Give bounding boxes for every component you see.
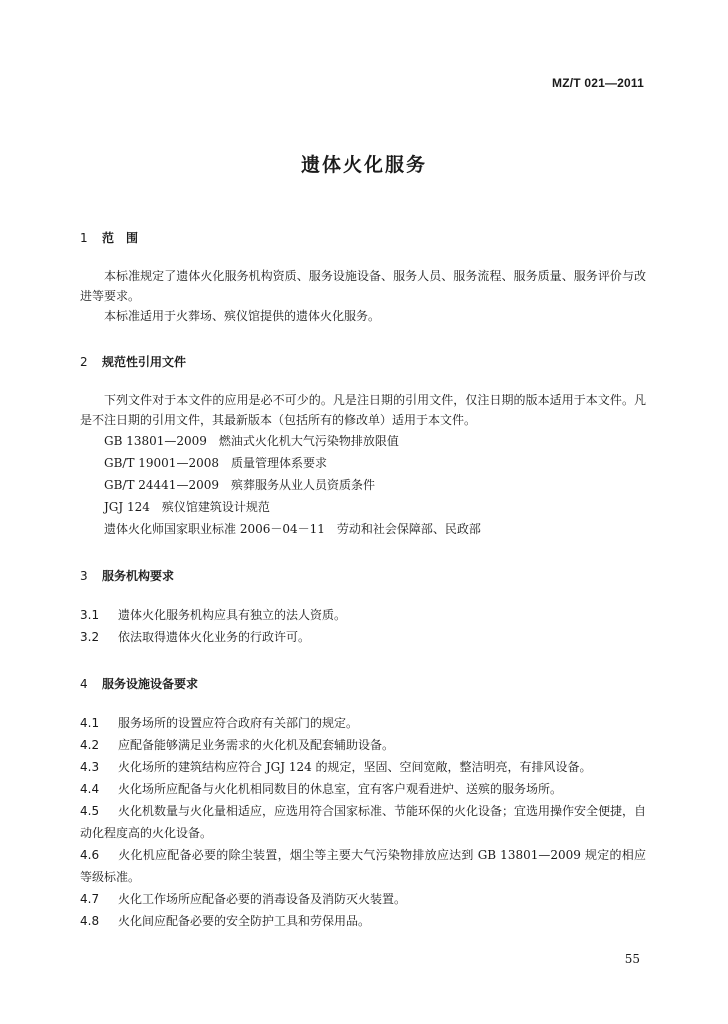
reference-item: GB 13801—2009 燃油式火化机大气污染物排放限值 xyxy=(104,434,399,448)
clause-text: 应配备能够满足业务需求的火化机及配套辅助设备。 xyxy=(118,738,395,752)
clause-text: 火化机数量与火化量相适应，应选用符合国家标准、节能环保的火化设备；宜选用操作安全便捷，自动化程度高的火化设备。 xyxy=(80,804,647,840)
clause-number: 3.2 xyxy=(80,630,100,644)
section-number: 2 xyxy=(80,355,88,369)
reference-item: GB/T 19001—2008 质量管理体系要求 xyxy=(104,456,327,470)
document-body xyxy=(80,228,646,932)
section-title: 范 围 xyxy=(102,231,139,245)
clause-item xyxy=(80,844,646,888)
section-4-heading xyxy=(80,674,646,694)
clause-number: 4.3 xyxy=(80,760,100,774)
section-1-heading xyxy=(80,228,646,248)
clause-item xyxy=(80,734,646,756)
paragraph: 本标准规定了遗体火化服务机构资质、服务设施设备、服务人员、服务流程、服务质量、服务评价与改进等要求。 xyxy=(80,269,646,303)
clause-item xyxy=(80,888,646,910)
clause-text: 火化工作场所应配备必要的消毒设备及消防灭火装置。 xyxy=(118,892,407,906)
section-3-heading xyxy=(80,566,646,586)
reference-item: JGJ 124 殡仪馆建筑设计规范 xyxy=(104,500,270,514)
clause-item xyxy=(80,756,646,778)
clause-number: 4.5 xyxy=(80,804,100,818)
section-number: 1 xyxy=(80,231,88,245)
paragraph: 本标准适用于火葬场、殡仪馆提供的遗体火化服务。 xyxy=(104,309,381,323)
section-title: 规范性引用文件 xyxy=(102,355,187,369)
clause-text: 火化场所应配备与火化机相同数目的休息室，宜有客户观看进炉、送殡的服务场所。 xyxy=(118,782,563,796)
document-code: MZ/T 021—2011 xyxy=(552,76,644,90)
reference-item: 遗体火化师国家职业标准 2006－04－11 劳动和社会保障部、民政部 xyxy=(104,522,481,536)
clause-item xyxy=(80,910,646,932)
clause-number: 4.7 xyxy=(80,892,100,906)
clause-item xyxy=(80,626,646,648)
clause-text: 遗体火化服务机构应具有独立的法人资质。 xyxy=(118,608,347,622)
section-title: 服务设施设备要求 xyxy=(102,677,199,691)
section-number: 4 xyxy=(80,677,88,691)
clause-item xyxy=(80,604,646,626)
page-number: 55 xyxy=(624,952,640,966)
clause-number: 4.8 xyxy=(80,914,100,928)
section-number: 3 xyxy=(80,569,88,583)
clause-number: 3.1 xyxy=(80,608,100,622)
clause-text: 服务场所的设置应符合政府有关部门的规定。 xyxy=(118,716,359,730)
clause-text: 火化机应配备必要的除尘装置，烟尘等主要大气污染物排放应达到 GB 13801—2009 规定的相应等级标准。 xyxy=(80,848,646,884)
section-title: 服务机构要求 xyxy=(102,569,175,583)
clause-item xyxy=(80,800,646,844)
clause-number: 4.4 xyxy=(80,782,100,796)
clause-text: 火化场所的建筑结构应符合 JGJ 124 的规定，坚固、空间宽敞，整洁明亮，有排风设备。 xyxy=(118,760,592,774)
paragraph: 下列文件对于本文件的应用是必不可少的。凡是注日期的引用文件，仅注日期的版本适用于本文件。凡是不注日期的引用文件，其最新版本（包括所有的修改单）适用于本文件。 xyxy=(80,393,646,427)
clause-item xyxy=(80,712,646,734)
reference-item: GB/T 24441—2009 殡葬服务从业人员资质条件 xyxy=(104,478,375,492)
clause-text: 火化间应配备必要的安全防护工具和劳保用品。 xyxy=(118,914,371,928)
clause-number: 4.2 xyxy=(80,738,100,752)
clause-item xyxy=(80,778,646,800)
section-2-heading xyxy=(80,352,646,372)
clause-number: 4.1 xyxy=(80,716,100,730)
document-title: 遗体火化服务 xyxy=(300,154,427,176)
clause-text: 依法取得遗体火化业务的行政许可。 xyxy=(118,630,311,644)
clause-number: 4.6 xyxy=(80,848,100,862)
